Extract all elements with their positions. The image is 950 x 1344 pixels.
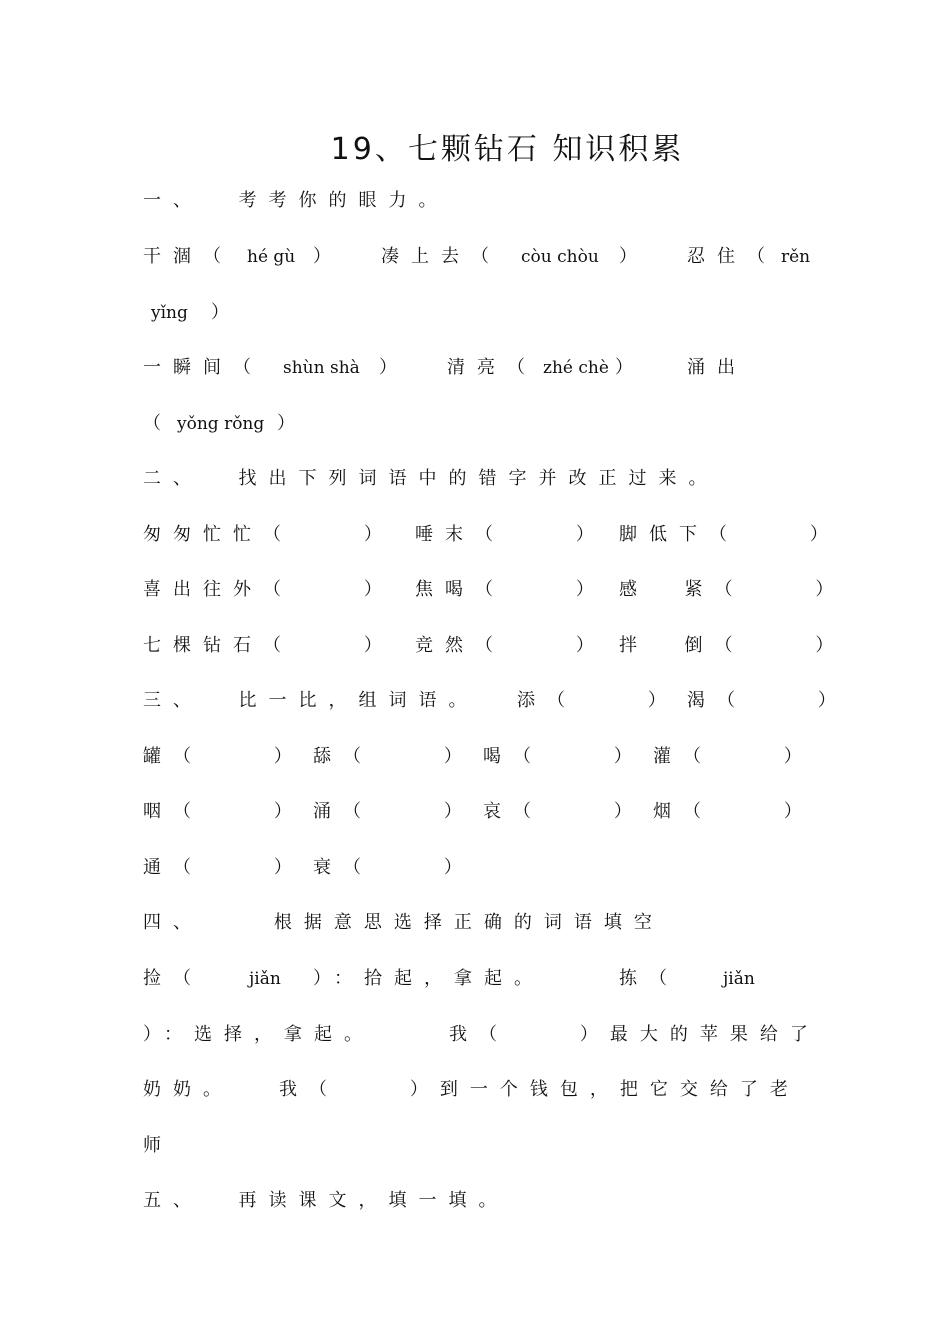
section-3-row-3 — [143, 853, 823, 883]
compare-item: 涌（ ） — [313, 801, 474, 822]
word-3-close: ） — [211, 302, 241, 323]
compare-item: 舔（ ） — [313, 746, 474, 767]
section-5-heading-text: 五、 再读课文，填一填。 — [143, 1190, 509, 1211]
typo-item: 唾末（ ） — [415, 524, 606, 545]
word-jian-2-label: 拣（ — [619, 968, 679, 989]
section-2-heading-text: 二、 找出下列词语中的错字并改正过来。 — [143, 468, 719, 489]
section-2-row-1 — [143, 520, 840, 550]
word-1-close: ） — [313, 246, 343, 267]
compare-item: 罐（ ） — [143, 746, 304, 767]
section-3-row-1 — [143, 742, 823, 772]
word-3-pinyin: rěn — [781, 247, 811, 267]
word-jian-1-label: 捡（ — [143, 968, 203, 989]
word-5-label: 清亮（ — [447, 357, 537, 378]
section-4-line-4 — [143, 1131, 823, 1161]
word-6-pinyin: yǒng rǒng — [177, 414, 265, 434]
word-2-pinyin: còu chòu — [521, 247, 599, 267]
word-1-label: 干涸（ — [143, 246, 233, 267]
section-1-row-2 — [143, 298, 823, 328]
typo-item: 喜出往外（ ） — [143, 579, 394, 600]
fill-sentence-2-end: 师 — [143, 1135, 173, 1156]
word-5-pinyin: zhé chè — [543, 358, 609, 378]
fill-sentence-2: 我（ ）到一个钱包，把它交给了老 — [279, 1079, 800, 1100]
compare-item: 添（ ） — [517, 690, 678, 711]
typo-item: 焦喝（ ） — [415, 579, 606, 600]
word-4-close: ） — [379, 357, 409, 378]
compare-item: 喝（ ） — [483, 746, 644, 767]
section-3-row-2 — [143, 797, 823, 827]
section-2-heading — [143, 464, 823, 494]
word-jian-1-pinyin: jiǎn — [249, 969, 281, 989]
compare-item: 烟（ ） — [653, 801, 814, 822]
fill-sentence-1: 我（ ）最大的苹果给了 — [449, 1024, 820, 1045]
word-jian-1-meaning: ）：拾起，拿起。 — [313, 968, 544, 989]
typo-item: 脚低下（ ） — [619, 524, 840, 545]
word-3-pinyin-cont: yǐng — [151, 303, 188, 323]
section-4-line-1 — [143, 964, 823, 994]
word-6-close: ） — [277, 413, 307, 434]
word-4-label: 一瞬间（ — [143, 357, 263, 378]
compare-item: 衰（ ） — [313, 857, 474, 878]
section-4-line-2 — [143, 1020, 823, 1050]
fill-sentence-1-end: 奶奶。 — [143, 1079, 233, 1100]
word-6-open: （ — [143, 413, 173, 434]
typo-item: 拌 倒（ ） — [619, 635, 846, 656]
word-6-label: 涌出 — [687, 357, 747, 378]
word-2-close: ） — [619, 246, 649, 267]
compare-item: 咽（ ） — [143, 801, 304, 822]
word-3-label: 忍住（ — [687, 246, 777, 267]
section-3-heading — [143, 686, 848, 716]
word-4-pinyin: shùn shà — [283, 358, 360, 378]
compare-item: 通（ ） — [143, 857, 304, 878]
section-1-row-3 — [143, 353, 823, 383]
typo-item: 七棵钻石（ ） — [143, 635, 394, 656]
typo-item: 竞然（ ） — [415, 635, 606, 656]
section-3-heading-text: 三、 比一比，组词语。 — [143, 690, 479, 711]
compare-item: 灌（ ） — [653, 746, 814, 767]
section-4-heading — [143, 908, 823, 938]
compare-item: 渴（ ） — [687, 690, 848, 711]
word-jian-2-pinyin: jiǎn — [723, 969, 755, 989]
section-1-row-1 — [143, 242, 823, 272]
typo-item: 匆匆忙忙（ ） — [143, 524, 394, 545]
compare-item: 哀（ ） — [483, 801, 644, 822]
section-4-line-3 — [143, 1075, 823, 1105]
word-5-close: ） — [615, 357, 645, 378]
section-1-heading — [143, 186, 823, 216]
section-1-heading-text: 一、 考考你的眼力。 — [143, 190, 449, 211]
word-jian-2-meaning: ）：选择，拿起。 — [143, 1024, 374, 1045]
page-title: 19、七颗钻石 知识积累 — [330, 132, 685, 167]
section-4-heading-text: 四、 根据意思选择正确的词语填空 — [143, 912, 664, 933]
typo-item: 感 紧（ ） — [619, 579, 846, 600]
section-1-row-4 — [143, 409, 823, 439]
word-1-pinyin: hé gù — [247, 247, 296, 267]
section-5-heading — [143, 1186, 823, 1216]
section-2-row-3 — [143, 631, 846, 661]
section-2-row-2 — [143, 575, 846, 605]
word-2-label: 凑上去（ — [381, 246, 501, 267]
